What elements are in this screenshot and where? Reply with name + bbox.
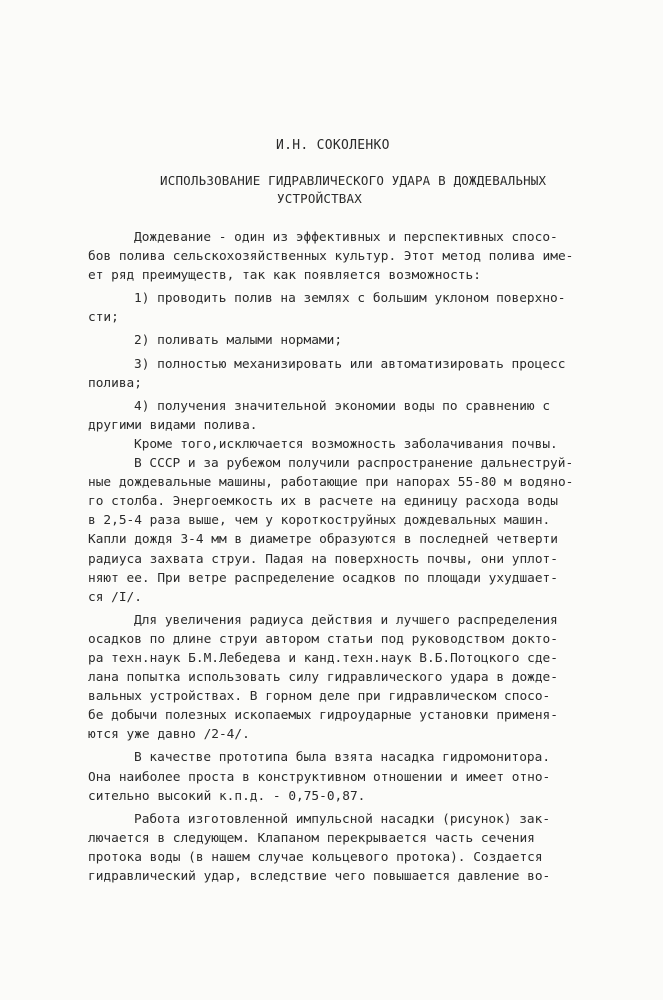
text-line: радиуса захвата струи. Падая на поверхность почвы, они уплот- (88, 551, 558, 567)
text-line: ра техн.наук Б.М.Лебедева и канд.техн.наук В.Б.Потоцкого сде- (88, 650, 558, 666)
text-line: ет ряд преимуществ, так как появляется возможность: (88, 268, 481, 284)
title-line-2: УСТРОЙСТВАХ (277, 191, 362, 206)
text-line: бов полива сельскохозяйственных культур. Этот метод полива име- (88, 249, 574, 265)
text-line: бе добычи полезных ископаемых гидроударные установки применя- (88, 708, 558, 724)
text-line: Она наиболее проста в конструктивном отношении и имеет отно- (88, 769, 551, 785)
text-line: другими видами полива. (88, 417, 258, 433)
text-line: протока воды (в нашем случае кольцевого протока). Создается (88, 849, 543, 865)
list-item-2: 2) поливать малыми нормами; (134, 333, 343, 349)
article-title (160, 172, 600, 208)
text-line: вальных устройствах. В горном деле при гидравлическом спосо- (88, 689, 551, 705)
list-item-3: 3) полностью механизировать или автоматизировать процесс (134, 356, 566, 372)
text-line: ются уже давно /2-4/. (88, 727, 250, 743)
text-line: Капли дождя 3-4 мм в диаметре образуются в последней четверти (88, 532, 558, 548)
text-line: няют ее. При ветре распределение осадков по площади ухудшает- (88, 570, 558, 586)
text-line: Дождевание - один из эффективных и перспективных спосо- (134, 230, 558, 245)
list-item-4: 4) получения значительной экономии воды по сравнению с (134, 398, 551, 414)
text-line: ные дождевальные машины, работающие при напорах 55-80 м водяно- (88, 475, 574, 491)
text-line: лючается в следующем. Клапаном перекрывается часть сечения (88, 830, 535, 846)
text-line: полива; (88, 375, 142, 391)
list-item-1: 1) проводить полив на землях с большим уклоном поверхно- (134, 291, 566, 307)
text-line: в 2,5-4 раза выше, чем у короткоструйных дождевальных машин. (88, 513, 551, 529)
text-line: осадков по длине струи автором статьи под руководством докто- (88, 631, 558, 647)
text-line: В качестве прототипа была взята насадка гидромонитора. (134, 750, 551, 766)
text-line: лана попытка использовать силу гидравлического удара в дожде- (88, 670, 558, 686)
text-line: сти; (88, 310, 119, 326)
author-name: И.Н. СОКОЛЕНКО (276, 138, 390, 153)
article-body (88, 228, 598, 886)
text-line: В СССР и за рубежом получили распространение дальнеструй- (134, 456, 574, 472)
text-line: Для увеличения радиуса действия и лучшего распределения (134, 612, 558, 628)
text-line: сительно высокий к.п.д. - 0,75-0,87. (88, 788, 366, 804)
text-line: гидравлический удар, вследствие чего повышается давление во- (88, 869, 551, 884)
text-line: ся /I/. (88, 589, 142, 605)
text-line: го столба. Энергоемкость их в расчете на единицу расхода воды (88, 494, 558, 510)
text-line: Работа изготовленной импульсной насадки (рисунок) зак- (134, 811, 551, 827)
text-line: Кроме того,исключается возможность заболачивания почвы. (134, 436, 558, 452)
title-line-1: ИСПОЛЬЗОВАНИЕ ГИДРАВЛИЧЕСКОГО УДАРА В ДОЖДЕВАЛЬНЫХ (160, 173, 547, 188)
